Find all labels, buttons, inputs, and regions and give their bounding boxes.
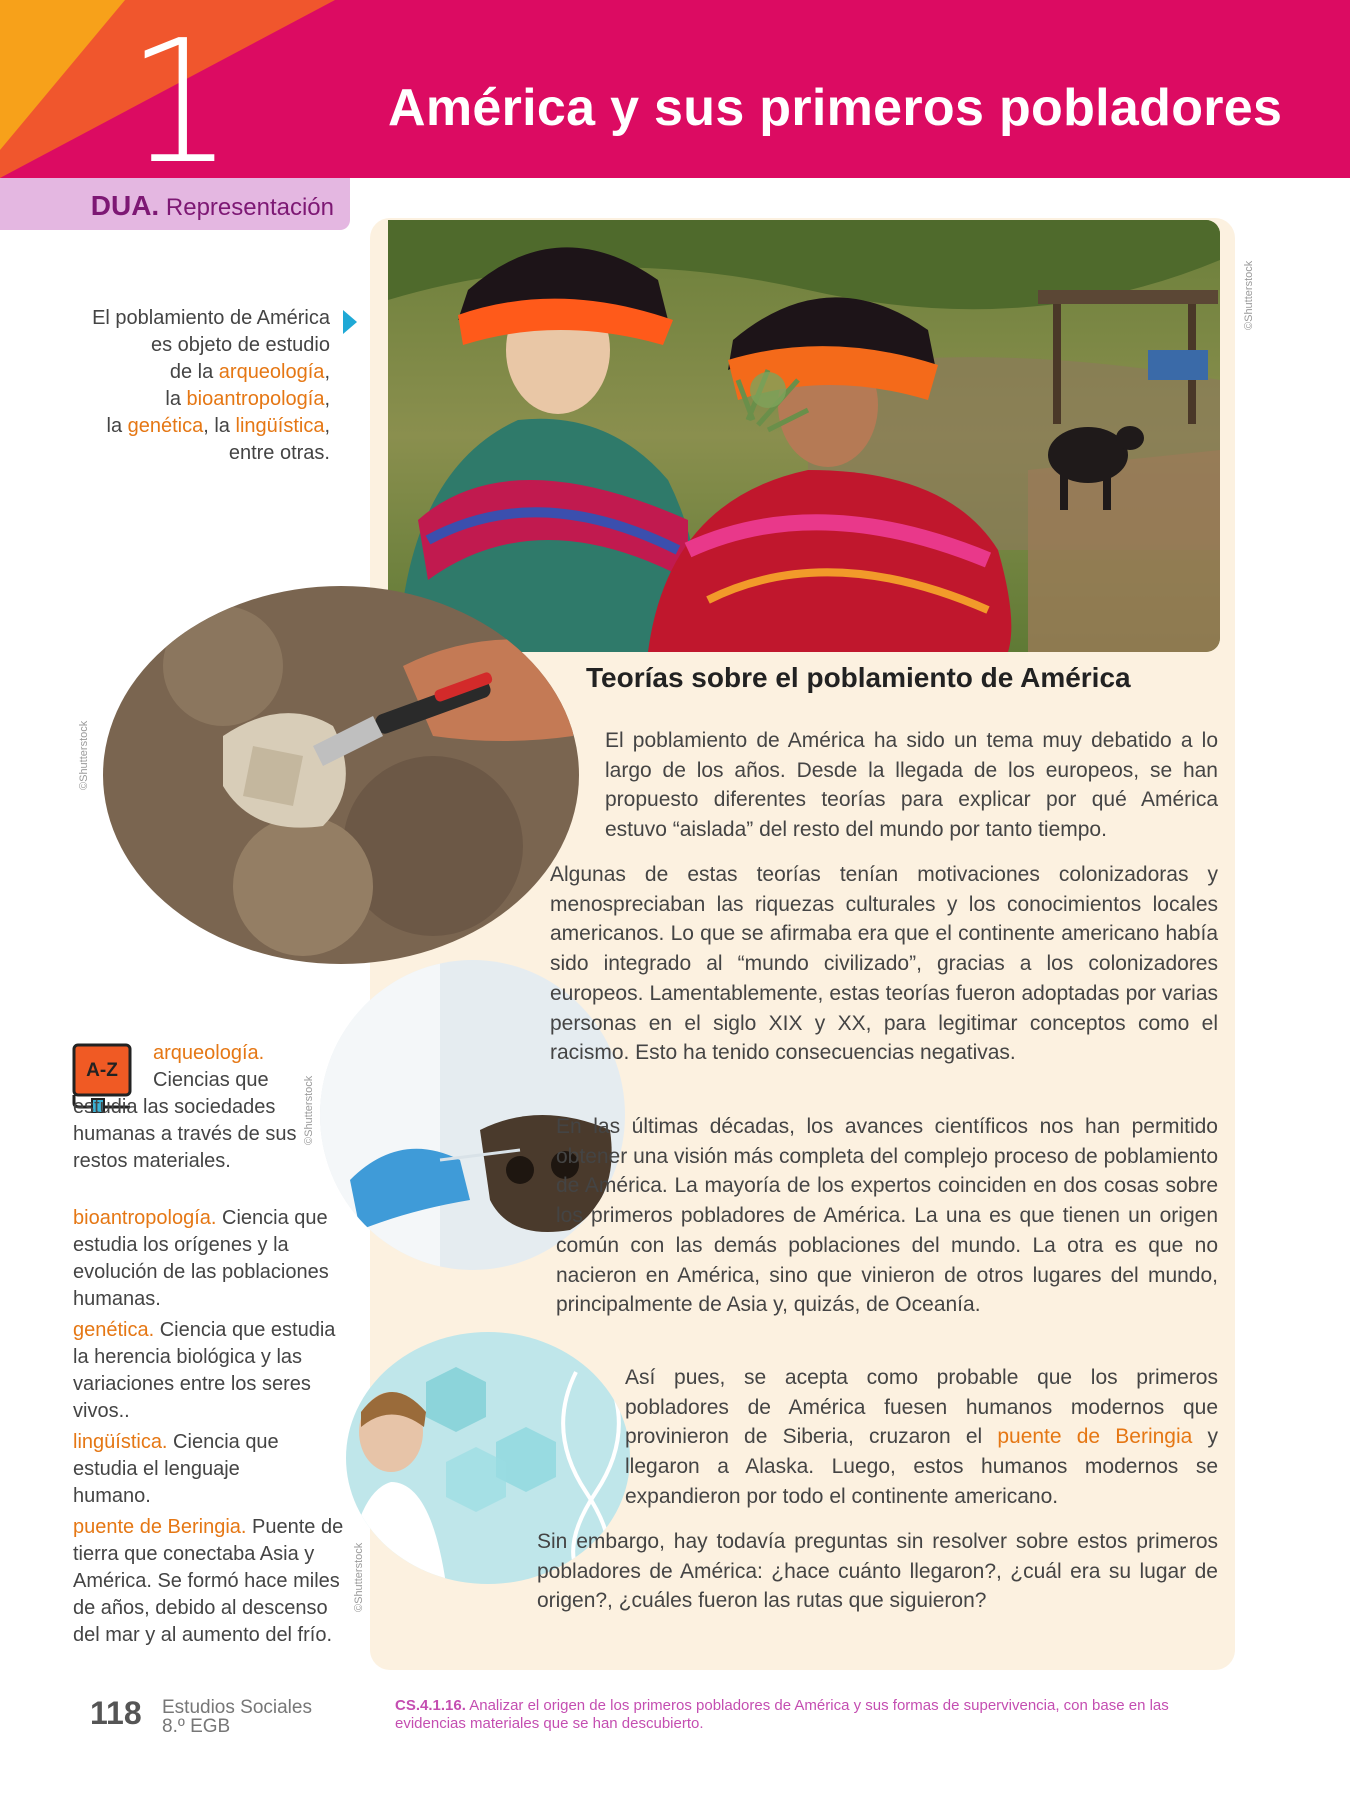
glossary-term: arqueología. — [153, 1042, 265, 1064]
standard-code: CS.4.1.16. — [395, 1697, 466, 1714]
dua-representation: Representación — [159, 194, 334, 221]
intro-term-arqueologia: arqueología — [218, 361, 325, 383]
intro-term-bioantropologia: bioantropología — [186, 388, 325, 410]
svg-text:A-Z: A-Z — [86, 1060, 118, 1081]
intro-line: El poblamiento de América — [92, 307, 330, 329]
intro-line: entre otras. — [228, 442, 330, 464]
intro-line: de la arqueología, — [169, 361, 330, 383]
triangle-arrow-icon — [343, 310, 357, 334]
photo-credit: ©Shutterstock — [1243, 260, 1255, 330]
photo-credit: ©Shutterstock — [78, 720, 90, 790]
intro-line: la genética, la lingüística, — [106, 415, 330, 437]
glossary-genetica — [73, 1317, 343, 1425]
curriculum-standard — [395, 1697, 1225, 1733]
intro-line: es objeto de estudio — [150, 334, 330, 356]
paragraph-4: Así pues, se acepta como probable que los primeros pobladores de América fuesen humanos modernos que provinieron de Siberia, cruzaron el puente de Beringia y llegaron a Alaska. Luego, estos humanos modernos se expandieron por todo el continente americano. — [625, 1366, 1218, 1508]
photo-archaeology-dig — [103, 586, 579, 964]
section-title: Teorías sobre el poblamiento de América — [586, 662, 1131, 693]
intro-term-genetica: genética — [127, 415, 204, 437]
paragraph-1: El poblamiento de América ha sido un tema muy debatido a lo largo de los años. Desde la llegada de los europeos, se han propuesto diferentes teorías para explicar por qué América estuvo “aislada” del resto del mundo por tanto tiempo. — [605, 729, 1218, 842]
glossary-def: Ciencia que estudia la herencia biológica y las variaciones entre los seres vivos.. — [73, 1319, 336, 1422]
paragraph-3: En las últimas décadas, los avances científicos nos han permitido obtener una visión más completa del complejo proceso de poblamiento de América. La mayoría de los expertos coinciden en dos cosas sobre los primeros pobladores de América. La una es que tienen un origen común con las demás poblaciones del mundo. La otra es que no nacieron en América, sino que vinieron de otros lugares del mundo, principalmente de Asia y, quizás, de Oceanía. — [556, 1115, 1218, 1317]
glossary-term: lingüística. — [73, 1431, 168, 1453]
glossary-puente-de-beringia — [73, 1514, 353, 1649]
paragraph-2: Algunas de estas teorías tenían motivaciones colonizadoras y menospreciaban las riquezas culturales y los conocimientos locales americanos. Lo que se afirmaba era que el continente americano había sido integrado al “mundo civilizado”, gracias a los colonizadores europeos. Lamentablemente, estas teorías fueron adoptadas por varias personas en el siglo XIX y XX, para legitimar conceptos como el racismo. Esto ha tenido consecuencias negativas. — [550, 863, 1218, 1065]
glossary-term: bioantropología. — [73, 1207, 217, 1229]
dua-tab — [0, 178, 350, 230]
glossary-term: genética. — [73, 1319, 155, 1341]
intro-line: la bioantropología, — [165, 388, 330, 410]
header-yellow-corner — [0, 0, 125, 150]
standard-text: Analizar el origen de los primeros pobladores de América y sus formas de supervivencia, con base en las evidencias materiales que se han descubierto. — [395, 1697, 1169, 1732]
glossary-term: puente de Beringia. — [73, 1516, 247, 1538]
term-puente-de-beringia: puente de Beringia — [997, 1425, 1193, 1449]
glossary-linguistica — [73, 1429, 303, 1510]
intro-text — [40, 305, 330, 467]
photo-credit: ©Shutterstock — [353, 1542, 365, 1612]
glossary-bioantropologia — [73, 1205, 353, 1313]
dua-label — [91, 190, 334, 222]
glossary-arqueologia — [153, 1040, 353, 1067]
page-number: 118 — [90, 1695, 142, 1731]
photo-credit: ©Shutterstock — [303, 1075, 315, 1145]
glossary-arqueologia-def: Ciencias que estudia las sociedades humanas a través de sus restos materiales. — [73, 1069, 297, 1172]
glossary-def: Ciencia que estudia el lenguaje humano. — [73, 1431, 279, 1507]
intro-term-linguistica: lingüística — [235, 415, 325, 437]
dua-bold: DUA. — [90, 190, 160, 221]
glossary-def: Ciencia que estudia los orígenes y la evolución de las poblaciones humanas. — [73, 1207, 329, 1310]
glossary-def: Puente de tierra que conectaba Asia y América. Se formó hace miles de años, debido al descenso del mar y al aumento del frío. — [73, 1516, 344, 1646]
chapter-header — [0, 0, 1350, 178]
chapter-title: América y sus primeros pobladores — [388, 79, 1283, 137]
photo-andean-women — [388, 220, 1220, 652]
subject-label: Estudios Sociales 8.º EGB — [162, 1697, 312, 1737]
chapter-number: 1 — [126, 4, 235, 178]
paragraph-5: Sin embargo, hay todavía preguntas sin resolver sobre estos primeros pobladores de América: ¿hace cuánto llegaron?, ¿cuál era su lugar de origen?, ¿cuáles fueron las rutas que siguieron? — [537, 1530, 1218, 1613]
